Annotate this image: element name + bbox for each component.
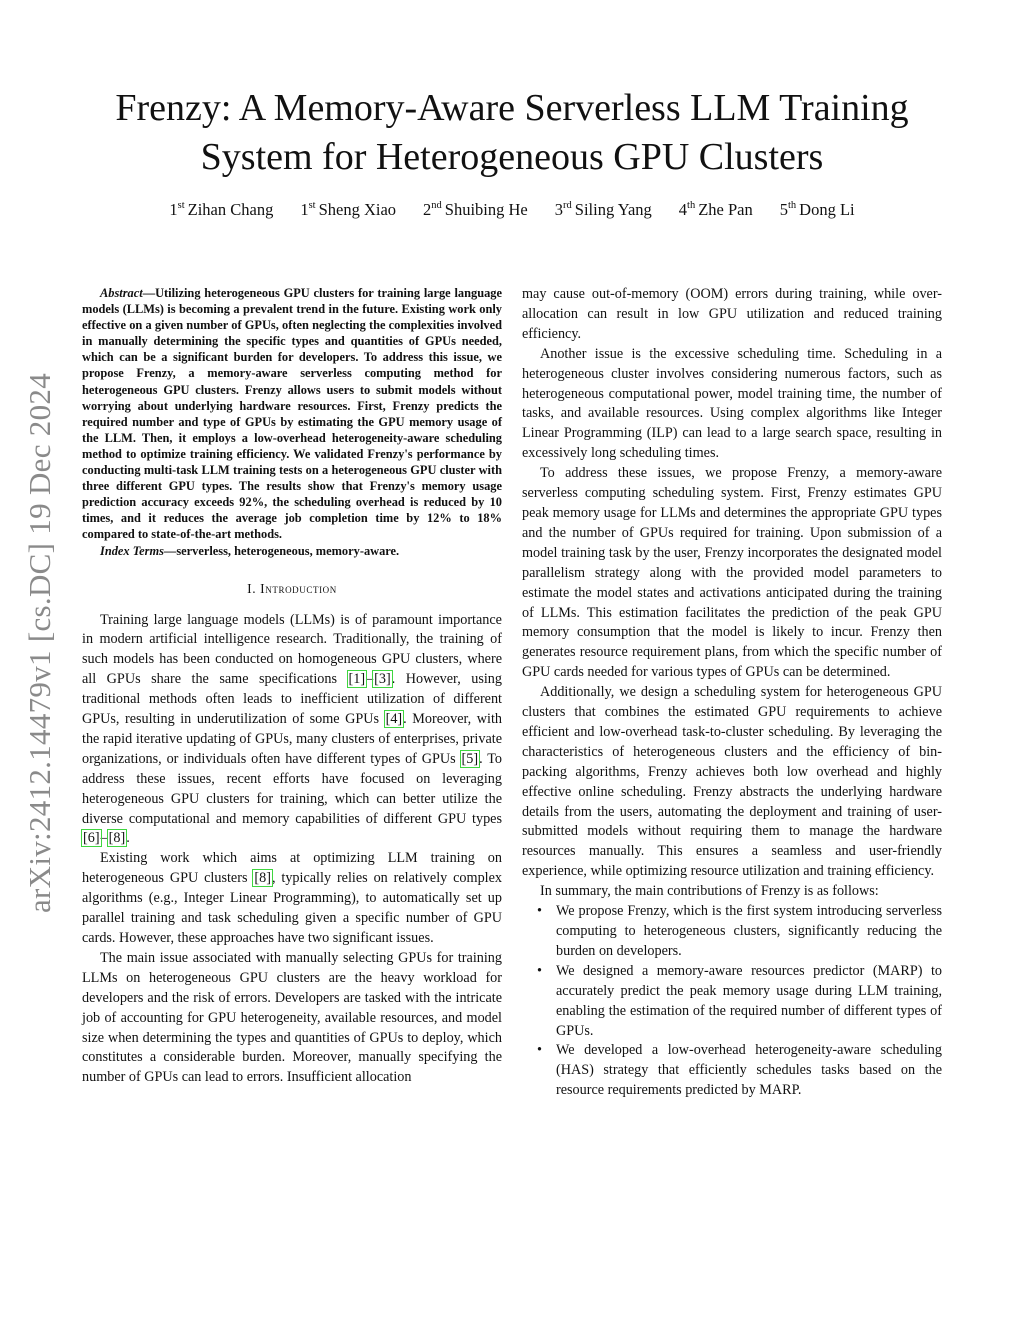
abstract-label: Abstract	[100, 286, 143, 300]
index-terms-text: —serverless, heterogeneous, memory-aware.	[163, 543, 400, 558]
intro-paragraph-6: Additionally, we design a scheduling system for heterogeneous GPU clusters that combines the estimated GPU requirements to achieve efficient and low-overhead task-to-cluster scheduling. By leveraging the characteristics of heterogeneous clusters and the efficiency of bin-packing algorithms, Frenzy achieves both low overhead and highly effective online scheduling. Frenzy abstracts the underlying hardware details from the users, automating the deployment and training of user-submitted models without requiring them to manage the hardware resources manually. This ensures a seamless and user-friendly experience, while optimizing resource utilization and training efficiency.	[522, 684, 942, 880]
citation-link[interactable]: [4]	[385, 711, 403, 728]
author: 1st Zihan Chang	[169, 200, 274, 219]
right-column	[522, 285, 942, 1101]
arxiv-identifier	[22, 348, 58, 938]
author: 4th Zhe Pan	[678, 200, 753, 219]
list-item: • We propose Frenzy, which is the first system introducing serverless computing to heterogeneous clusters, significantly reducing the burden on developers.	[537, 903, 942, 959]
intro-paragraph-5: To address these issues, we propose Frenzy, a memory-aware serverless computing scheduling system. First, Frenzy estimates GPU peak memory usage for LLMs and determines the appropriate GPU types and the number of GPUs required for training. Upon submission of a model training task by the user, Frenzy incorporates the designated model parallelism strategy along with the provided model parameters to estimate the model states and activations anticipated during the training of LLMs. This estimation facilitates the prediction of the peak GPU memory consumption that the model is likely to incur. Frenzy then generates resource requirement plans, from which the specific number of GPU cards needed for various types of GPUs can be determined.	[522, 465, 942, 681]
contributions-list	[522, 902, 942, 1101]
intro-paragraph-4: Another issue is the excessive scheduling time. Scheduling in a heterogeneous cluster involves considering numerous factors, such as heterogeneous computational power, model training time, the number of tasks, and available resources. Using complex algorithms like Integer Linear Programming (ILP) can lead to a large search space, resulting in excessively long scheduling times.	[522, 345, 942, 462]
author-list	[60, 200, 964, 220]
intro-paragraph-3-continued: may cause out-of-memory (OOM) errors during training, while over-allocation can result in low GPU utilization and reduced training efficiency.	[522, 286, 942, 342]
citation-link[interactable]: [8]	[254, 870, 271, 887]
citation-link[interactable]: [1]	[348, 671, 366, 688]
intro-paragraph-3: The main issue associated with manually selecting GPUs for training LLMs on heterogeneous GPU clusters are the heavy workload for developers and the risk of errors. Developers are tasked with the intricate job of accounting for GPU heterogeneity, available resources, and model size when determining the types and quantities of GPUs to deploy, which constitutes a considerable burden. Moreover, manually specifying the number of GPUs can lead to errors. Insufficient allocation	[82, 949, 502, 1086]
citation-link[interactable]: [5]	[461, 750, 479, 767]
list-item: • We designed a memory-aware resources predictor (MARP) to accurately predict the peak memory usage during LLM training, enabling the estimation of the required number of different types of GPUs.	[537, 962, 942, 1039]
citation-link[interactable]: [6]	[83, 830, 100, 847]
author: 2nd Shuibing He	[423, 200, 528, 219]
author: 5th Dong Li	[779, 200, 855, 219]
contributions-intro: In summary, the main contributions of Frenzy is as follows:	[540, 883, 879, 900]
index-terms	[82, 543, 502, 559]
intro-paragraph-2: Existing work which aims at optimizing LLM training on heterogeneous GPU clusters [8], typically relies on relatively complex algorithms (e.g., Integer Linear Programming), to automatically set up parallel training and task scheduling given a specific number of GPU cards. However, these approaches have two significant issues.	[82, 850, 502, 946]
list-item: • We developed a low-overhead heterogeneity-aware scheduling (HAS) strategy that efficiently schedules tasks based on the resource requirements predicted by MARP.	[537, 1042, 942, 1099]
bullet-icon: •	[537, 1042, 542, 1059]
bullet-icon: •	[537, 903, 542, 920]
bullet-icon: •	[537, 962, 542, 979]
arxiv-identifier-text: arXiv:2412.14479v1 [cs.DC] 19 Dec 2024	[22, 372, 58, 914]
author: 1st Sheng Xiao	[300, 200, 397, 219]
abstract-text: —Utilizing heterogeneous GPU clusters for training large language models (LLMs) is becoming a prevalent trend in the future. Existing work only effective on a given number of GPUs, often neglecting the complexities involved in manually determining the specific types and quantities of GPUs needed, which can be a significant burden for developers. To address this issue, we propose Frenzy, a memory-aware serverless computing method for heterogeneous GPU clusters. Frenzy allows users to submit models without worrying about underlying hardware resources. First, Frenzy predicts the required number and type of GPUs by estimating the GPU memory usage of the LLM. Then, it employs a low-overhead heterogeneity-aware scheduling method to optimize training efficiency. We validated Frenzy's performance by conducting multi-task LLM training tests on a heterogeneous GPU cluster with three different GPU types. The results show that Frenzy's memory usage prediction accuracy exceeds 92%, the scheduling overhead is reduced by 10 times, and it reduces the average job completion time by 12% to 18% compared to state-of-the-art methods.	[82, 286, 502, 542]
citation-link[interactable]: [8]	[108, 830, 126, 847]
intro-paragraph-1: Training large language models (LLMs) is of paramount importance in modern artificial intelligence research. Traditionally, the training of such models has been conducted on homogeneous GPU clusters, where all GPUs share the same specifications [1]–[3]. However, using traditional methods often leads to inefficient utilization of different GPUs, resulting in underutilization of some GPUs [4]. Moreover, with the rapid iterative updating of GPUs, many clusters of enterprises, private organizations, or individuals often have different types of GPUs [5]. To address these issues, recent efforts have focused on leveraging heterogeneous GPU clusters for training, which can better utilize the diverse computational and memory capabilities of different GPU types [6]–[8].	[82, 611, 502, 847]
author: 3rd Siling Yang	[554, 200, 652, 219]
left-column	[82, 285, 502, 1088]
index-terms-label: Index Terms	[100, 543, 164, 558]
paper-title: Frenzy: A Memory-Aware Serverless LLM Training System for Heterogeneous GPU Clusters	[115, 87, 909, 178]
citation-link[interactable]: [3]	[374, 671, 391, 688]
abstract	[82, 285, 502, 543]
section-heading-introduction: I. Introduction	[247, 580, 337, 596]
